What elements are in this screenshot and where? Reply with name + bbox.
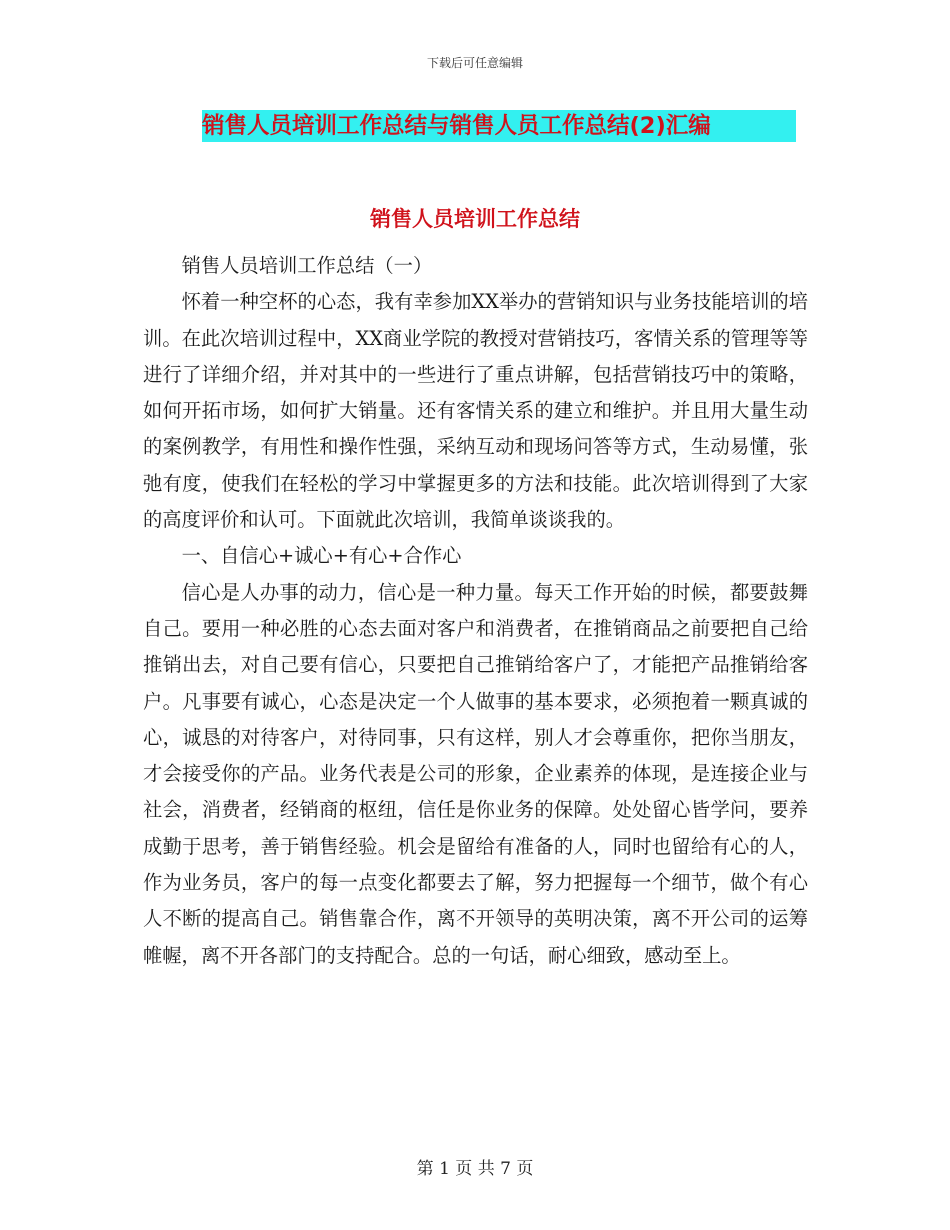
paragraph-heading-1: 一、自信心+诚心+有心+合作心 <box>181 544 462 568</box>
body-text <box>143 248 808 974</box>
document-title: 销售人员培训工作总结与销售人员工作总结(2)汇编 <box>202 110 796 142</box>
paragraph-intro: 怀着一种空杯的心态，我有幸参加XX举办的营销知识与业务技能培训的培训。在此次培训过程中，XX商业学院的教授对营销技巧，客情关系的管理等等进行了详细介绍，并对其中的一些进行了重点讲解，包括营销技巧中的策略，如何开拓市场，如何扩大销量。还有客情关系的建立和维护。并且用大量生动的案例教学，有用性和操作性强，采纳互动和现场问答等方式，生动易懂，张弛有度，使我们在轻松的学习中掌握更多的方法和技能。此次培训得到了大家的高度评价和认可。下面就此次培训，我简单谈谈我的。 <box>143 290 808 532</box>
paragraph-subtitle: 销售人员培训工作总结（一） <box>181 254 433 277</box>
page-footer: 第 1 页 共 7 页 <box>416 1159 534 1179</box>
section-title: 销售人员培训工作总结 <box>370 207 580 231</box>
header-note: 下载后可任意编辑 <box>426 56 523 70</box>
paragraph-confidence: 信心是人办事的动力，信心是一种力量。每天工作开始的时候，都要鼓舞自己。要用一种必胜的心态去面对客户和消费者，在推销商品之前要把自己给推销出去，对自己要有信心，只要把自己推销给客户了，才能把产品推销给客户。凡事要有诚心，心态是决定一个人做事的基本要求，必须抱着一颗真诚的心，诚恳的对待客户，对待同事，只有这样，别人才会尊重你，把你当朋友，才会接受你的产品。业务代表是公司的形象，企业素养的体现，是连接企业与社会，消费者，经销商的枢纽，信任是你业务的保障。处处留心皆学问，要养成勤于思考，善于销售经验。机会是留给有准备的人，同时也留给有心的人，作为业务员，客户的每一点变化都要去了解，努力把握每一个细节，做个有心人不断的提高自己。销售靠合作，离不开领导的英明决策，离不开公司的运筹帷幄，离不开各部门的支持配合。总的一句话，耐心细致，感动至上。 <box>143 580 808 967</box>
